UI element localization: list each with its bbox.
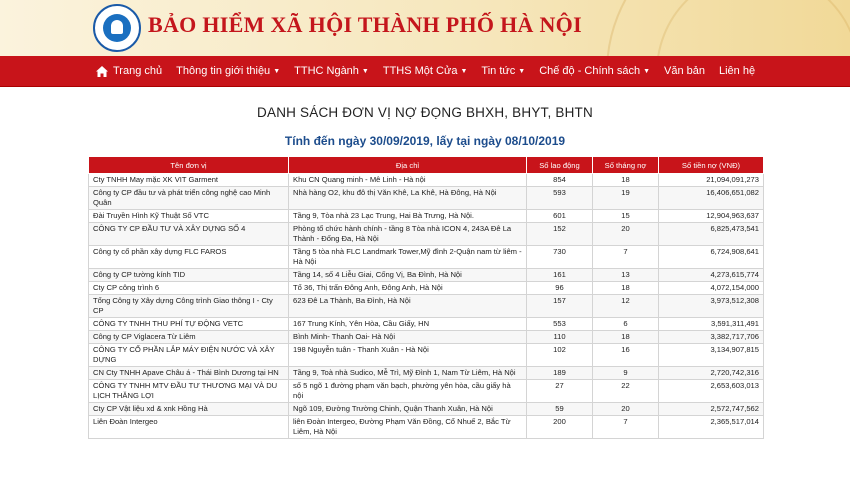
cell-months-owed: 6 [593, 318, 659, 331]
nav-item-label: Liên hệ [719, 65, 756, 77]
cell-employee-count: 27 [527, 380, 593, 403]
table-row [89, 282, 764, 295]
page-title: DANH SÁCH ĐƠN VỊ NỢ ĐỌNG BHXH, BHYT, BHTN [257, 105, 593, 120]
cell-unit-name: CÔNG TY TNHH MTV ĐẦU TƯ THƯƠNG MẠI VÀ DU LỊCH THĂNG LỢI [89, 380, 289, 403]
nav-item-label: Chế độ - Chính sách [539, 65, 641, 77]
table-row [89, 344, 764, 367]
cell-address: Tầng 14, số 4 Liễu Giai, Cống Vị, Ba Đình, Hà Nội [289, 269, 527, 282]
cell-months-owed: 9 [593, 367, 659, 380]
nav-item-label: Trang chủ [113, 65, 163, 77]
table-row [89, 210, 764, 223]
cell-address: Tầng 9, Tòa nhà 23 Lạc Trung, Hai Bà Trưng, Hà Nội. [289, 210, 527, 223]
table-body [89, 174, 764, 439]
table-row [89, 174, 764, 187]
cell-employee-count: 96 [527, 282, 593, 295]
header-unit-name: Tên đơn vị [89, 157, 289, 174]
cell-amount-owed: 6,724,908,641 [659, 246, 764, 269]
cell-amount-owed: 3,134,907,815 [659, 344, 764, 367]
cell-months-owed: 13 [593, 269, 659, 282]
cell-unit-name: Công ty CP đầu tư và phát triển công nghệ cao Minh Quân [89, 187, 289, 210]
cell-address: Tầng 5 tòa nhà FLC Landmark Tower,Mỹ đình 2-Quận nam từ liêm -Hà Nội [289, 246, 527, 269]
nav-item-documents[interactable] [664, 65, 705, 77]
cell-employee-count: 854 [527, 174, 593, 187]
cell-address: số 5 ngõ 1 đường phạm văn bạch, phường yên hòa, cầu giấy hà nội [289, 380, 527, 403]
cell-months-owed: 18 [593, 174, 659, 187]
cell-employee-count: 152 [527, 223, 593, 246]
cell-months-owed: 20 [593, 403, 659, 416]
nav-item-about[interactable] [176, 65, 280, 77]
nav-item-tths-mot-cua[interactable] [383, 65, 468, 77]
home-icon [96, 66, 108, 77]
header-address: Địa chỉ [289, 157, 527, 174]
nav-item-policy[interactable] [539, 65, 650, 77]
cell-address: liên Đoàn Intergeo, Đường Phạm Văn Đồng, Cổ Nhuế 2, Bắc Từ Liêm, Hà Nội [289, 416, 527, 439]
cell-address: Tầng 9, Toà nhà Sudico, Mễ Trì, Mỹ Đình 1, Nam Từ Liêm, Hà Nội [289, 367, 527, 380]
table-row [89, 295, 764, 318]
cell-employee-count: 59 [527, 403, 593, 416]
cell-unit-name: Tổng Công ty Xây dựng Công trình Giao thông I - Cty CP [89, 295, 289, 318]
cell-months-owed: 7 [593, 416, 659, 439]
table-row [89, 416, 764, 439]
table-row [89, 331, 764, 344]
table-row [89, 269, 764, 282]
bhxh-logo-icon[interactable] [93, 4, 141, 52]
cell-unit-name: Đài Truyền Hình Kỹ Thuật Số VTC [89, 210, 289, 223]
cell-employee-count: 157 [527, 295, 593, 318]
caret-down-icon: ▼ [361, 67, 369, 75]
cell-employee-count: 730 [527, 246, 593, 269]
cell-months-owed: 15 [593, 210, 659, 223]
cell-employee-count: 161 [527, 269, 593, 282]
cell-unit-name: CÔNG TY CỔ PHẦN LẮP MÁY ĐIỆN NƯỚC VÀ XÂY DỰNG [89, 344, 289, 367]
cell-amount-owed: 16,406,651,082 [659, 187, 764, 210]
site-header [0, 0, 850, 56]
cell-unit-name: Cty CP công trình 6 [89, 282, 289, 295]
cell-months-owed: 20 [593, 223, 659, 246]
nav-item-label: Văn bản [664, 65, 705, 77]
cell-months-owed: 16 [593, 344, 659, 367]
cell-amount-owed: 3,382,717,706 [659, 331, 764, 344]
cell-amount-owed: 3,591,311,491 [659, 318, 764, 331]
cell-amount-owed: 3,973,512,308 [659, 295, 764, 318]
cell-employee-count: 189 [527, 367, 593, 380]
cell-months-owed: 18 [593, 282, 659, 295]
cell-months-owed: 18 [593, 331, 659, 344]
table-row [89, 403, 764, 416]
table-row [89, 318, 764, 331]
cell-address: Tổ 36, Thị trấn Đông Anh, Đông Anh, Hà Nội [289, 282, 527, 295]
table-header-row [89, 157, 764, 174]
cell-amount-owed: 2,653,603,013 [659, 380, 764, 403]
cell-employee-count: 200 [527, 416, 593, 439]
table-row [89, 367, 764, 380]
nav-item-label: TTHC Ngành [294, 65, 359, 77]
cell-address: Bình Minh- Thanh Oai- Hà Nội [289, 331, 527, 344]
cell-unit-name: Liên Đoàn Intergeo [89, 416, 289, 439]
table-row [89, 223, 764, 246]
header-employee-count: Số lao động [527, 157, 593, 174]
cell-amount-owed: 2,720,742,316 [659, 367, 764, 380]
cell-unit-name: Công ty cổ phần xây dựng FLC FAROS [89, 246, 289, 269]
cell-amount-owed: 21,094,091,273 [659, 174, 764, 187]
cell-unit-name: CÔNG TY TNHH THU PHÍ TỰ ĐỘNG VETC [89, 318, 289, 331]
cell-amount-owed: 4,273,615,774 [659, 269, 764, 282]
cell-employee-count: 102 [527, 344, 593, 367]
cell-amount-owed: 4,072,154,000 [659, 282, 764, 295]
cell-address: Khu CN Quang minh - Mê Linh - Hà nội [289, 174, 527, 187]
cell-amount-owed: 12,904,963,637 [659, 210, 764, 223]
caret-down-icon: ▼ [643, 67, 651, 75]
cell-employee-count: 593 [527, 187, 593, 210]
cell-unit-name: Công ty CP tường kính TID [89, 269, 289, 282]
caret-down-icon: ▼ [273, 67, 281, 75]
cell-employee-count: 110 [527, 331, 593, 344]
nav-item-label: TTHS Một Cửa [382, 65, 458, 77]
cell-unit-name: CÔNG TY CP ĐẦU TƯ VÀ XÂY DỰNG SỐ 4 [89, 223, 289, 246]
table-row [89, 380, 764, 403]
cell-employee-count: 553 [527, 318, 593, 331]
header-months-owed: Số tháng nợ [593, 157, 659, 174]
cell-unit-name: Cty CP Vật liệu xd & xnk Hồng Hà [89, 403, 289, 416]
main-nav [0, 56, 850, 87]
cell-unit-name: Cty TNHH May mặc XK VIT Garment [89, 174, 289, 187]
nav-item-contact[interactable] [719, 65, 755, 77]
nav-item-label: Tin tức [481, 65, 516, 77]
main-content [0, 87, 850, 439]
header-amount-owed: Số tiền nợ (VNĐ) [659, 157, 764, 174]
cell-amount-owed: 6,825,473,541 [659, 223, 764, 246]
cell-address: 623 Đê La Thành, Ba Đình, Hà Nội [289, 295, 527, 318]
cell-address: Ngõ 109, Đường Trường Chinh, Quận Thanh Xuân, Hà Nội [289, 403, 527, 416]
page-subtitle: Tính đến ngày 30/09/2019, lấy tại ngày 08/10/2019 [284, 134, 566, 148]
cell-unit-name: Công ty CP Viglacera Từ Liêm [89, 331, 289, 344]
debt-table [88, 156, 764, 439]
site-title[interactable]: BẢO HIỂM XÃ HỘI THÀNH PHỐ HÀ NỘI [148, 12, 582, 37]
header-decoration-inner [656, 0, 850, 56]
cell-address: 167 Trung Kính, Yên Hòa, Cầu Giấy, HN [289, 318, 527, 331]
nav-item-tthc-nganh[interactable] [294, 65, 369, 77]
cell-months-owed: 7 [593, 246, 659, 269]
cell-amount-owed: 2,572,747,562 [659, 403, 764, 416]
cell-unit-name: CN Cty TNHH Apave Châu á - Thái Bình Dương tại HN [89, 367, 289, 380]
table-row [89, 246, 764, 269]
caret-down-icon: ▼ [460, 67, 468, 75]
caret-down-icon: ▼ [518, 67, 526, 75]
cell-address: Nhà hàng O2, khu đô thị Văn Khê, La Khê, Hà Đông, Hà Nội [289, 187, 527, 210]
table-row [89, 187, 764, 210]
cell-amount-owed: 2,365,517,014 [659, 416, 764, 439]
cell-months-owed: 19 [593, 187, 659, 210]
cell-address: 198 Nguyễn tuân - Thanh Xuân - Hà Nội [289, 344, 527, 367]
cell-employee-count: 601 [527, 210, 593, 223]
cell-months-owed: 12 [593, 295, 659, 318]
nav-item-news[interactable] [481, 65, 525, 77]
nav-item-home[interactable] [96, 65, 162, 77]
cell-months-owed: 22 [593, 380, 659, 403]
nav-item-label: Thông tin giới thiệu [176, 65, 271, 77]
cell-address: Phòng tổ chức hành chính - tầng 8 Tòa nhà ICON 4, 243A Đê La Thành - Đống Đa, Hà Nội [289, 223, 527, 246]
